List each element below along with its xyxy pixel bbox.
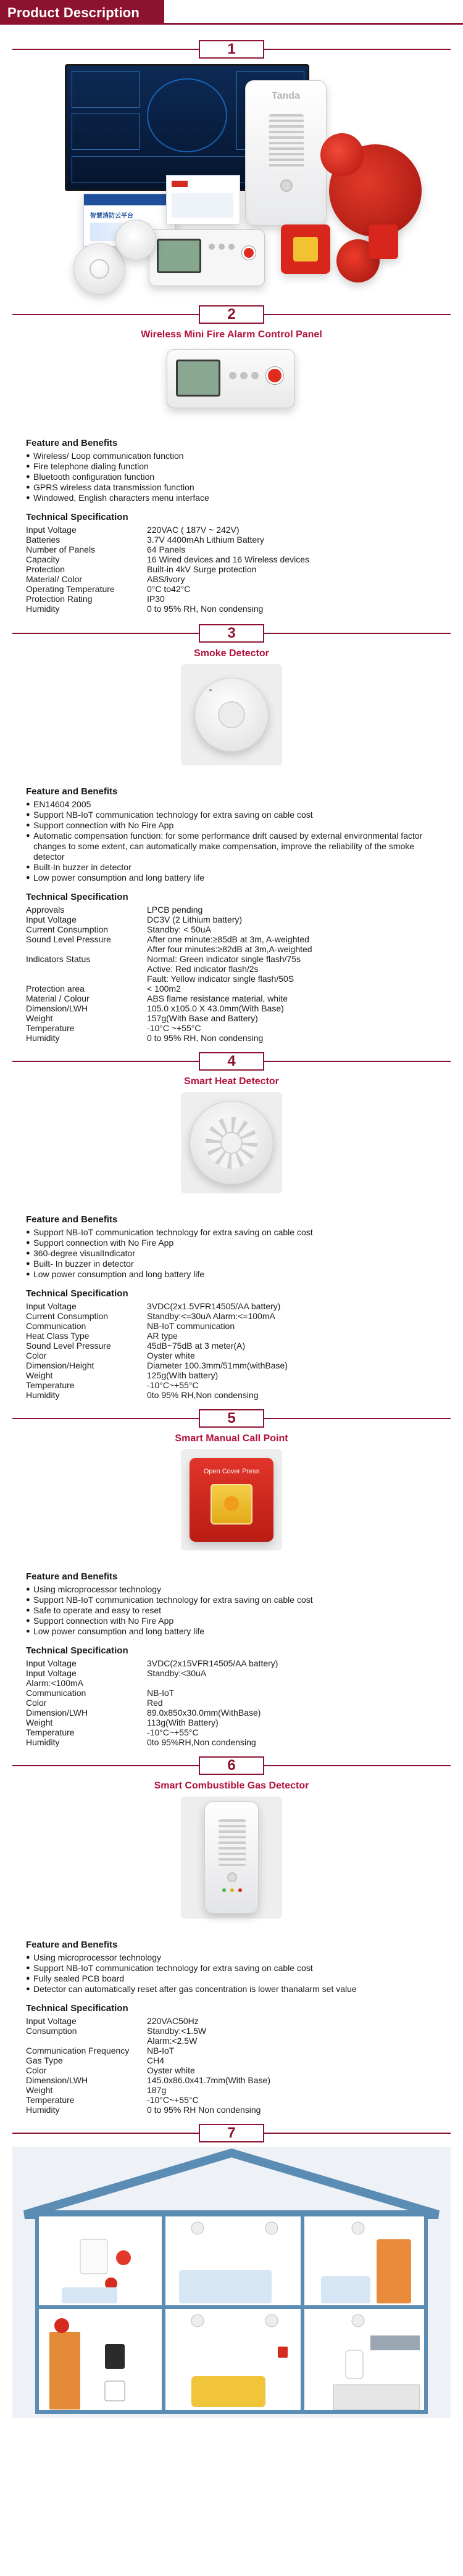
spec-row bbox=[26, 584, 309, 594]
spec-value: NB-IoT communication bbox=[147, 1321, 235, 1331]
spec-row bbox=[26, 1360, 288, 1370]
spec-label: Number of Panels bbox=[26, 545, 96, 554]
spec-row bbox=[26, 1678, 278, 1688]
spec-row bbox=[26, 1370, 288, 1380]
spec-row bbox=[26, 594, 309, 604]
spec-label: Consumption bbox=[26, 2026, 77, 2036]
spec-row bbox=[26, 2105, 270, 2115]
spec-row bbox=[26, 1390, 288, 1400]
section-divider-1 bbox=[0, 38, 463, 60]
spec-value: Oyster white bbox=[147, 1351, 195, 1360]
spec-value: 64 Panels bbox=[147, 545, 186, 554]
features-heading: Feature and Benefits bbox=[26, 438, 118, 448]
features-list bbox=[26, 1953, 438, 1994]
spec-label: Input Voltage bbox=[26, 2016, 77, 2026]
list-item: ● 360-degree visualIndicator bbox=[26, 1248, 438, 1259]
spec-value: After one minute:≥85dB at 3m, A-weighted After four minutes:≥82dB at 3m,A-weighted bbox=[147, 934, 312, 954]
spec-value: 220VAC ( 187V ~ 242V) bbox=[147, 525, 240, 535]
spec-value: 125g(With battery) bbox=[147, 1370, 219, 1380]
spec-row bbox=[26, 1727, 278, 1737]
smoke-detector-photo bbox=[181, 664, 282, 765]
spec-label: Heat Class Type bbox=[26, 1331, 90, 1341]
spec-label: Humidity bbox=[26, 1390, 60, 1400]
spec-row bbox=[26, 1341, 288, 1351]
spec-row bbox=[26, 2046, 270, 2055]
page-title: Product Description bbox=[0, 0, 164, 25]
spec-label: Sound Level Pressure bbox=[26, 1341, 111, 1351]
spec-label: Weight bbox=[26, 1370, 53, 1380]
spec-label: Temperature bbox=[26, 2095, 75, 2105]
spec-heading: Technical Specification bbox=[26, 892, 128, 902]
spec-value: 89.0x850x30.0mm(WithBase) bbox=[147, 1708, 261, 1718]
spec-row bbox=[26, 1708, 278, 1718]
control-panel-image bbox=[149, 229, 265, 286]
spec-value: -10°C ~+55°C bbox=[147, 1023, 201, 1033]
spec-row bbox=[26, 2095, 270, 2105]
gas-detector-photo bbox=[181, 1796, 282, 1919]
spec-heading: Technical Specification bbox=[26, 1645, 128, 1656]
spec-value: 105.0 x105.0 X 43.0mm(With Base) bbox=[147, 1003, 284, 1013]
spec-value: DC3V (2 Lithium battery) bbox=[147, 915, 243, 924]
product-title: Smart Manual Call Point bbox=[175, 1433, 288, 1444]
spec-row bbox=[26, 1737, 278, 1747]
spec-label: Current Consumption bbox=[26, 924, 109, 934]
spec-label: Capacity bbox=[26, 554, 60, 564]
spec-label: Dimension/LWH bbox=[26, 1003, 88, 1013]
call-point-photo bbox=[181, 1449, 282, 1550]
spec-row bbox=[26, 1033, 312, 1043]
list-item: ● Bluetooth configuration function bbox=[26, 472, 438, 482]
spec-row bbox=[26, 1380, 288, 1390]
heat-detector-image bbox=[115, 220, 156, 260]
spec-value: 157g(With Base and Battery) bbox=[147, 1013, 258, 1023]
spec-value: 45dB~75dB at 3 meter(A) bbox=[147, 1341, 246, 1351]
spec-label: Protection Rating bbox=[26, 594, 93, 604]
gas-detector-image bbox=[245, 80, 327, 226]
spec-row bbox=[26, 1351, 288, 1360]
brand-label: Tanda bbox=[272, 91, 300, 101]
spec-label: Humidity bbox=[26, 2105, 60, 2115]
spec-row bbox=[26, 2016, 270, 2026]
spec-value: 0to 95%RH,Non condensing bbox=[147, 1737, 256, 1747]
section-number: 1 bbox=[199, 40, 264, 59]
device-label: Open Cover Press bbox=[203, 1468, 260, 1475]
spec-label: Temperature bbox=[26, 1023, 75, 1033]
spec-row bbox=[26, 1311, 288, 1321]
spec-row bbox=[26, 574, 309, 584]
list-item: ● Using microprocessor technology bbox=[26, 1953, 438, 1963]
spec-label: Sound Level Pressure bbox=[26, 934, 111, 944]
list-item: ● Detector can automatically reset after gas concentration is lower thanalarm set value bbox=[26, 1984, 438, 1994]
spec-label: Protection area bbox=[26, 984, 85, 994]
spec-label: Material / Colour bbox=[26, 994, 90, 1003]
list-item: ● Low power consumption and long battery life bbox=[26, 873, 438, 883]
spec-label: Weight bbox=[26, 2085, 53, 2095]
features-list bbox=[26, 1584, 438, 1637]
features-list bbox=[26, 451, 438, 503]
spec-label: Temperature bbox=[26, 1727, 75, 1737]
spec-label: Batteries bbox=[26, 535, 60, 545]
spec-row bbox=[26, 525, 309, 535]
spec-label: Indicators Status bbox=[26, 954, 91, 964]
spec-value: 16 Wired devices and 16 Wireless devices bbox=[147, 554, 310, 564]
spec-label: Input Voltage bbox=[26, 1658, 77, 1668]
list-item: ● Safe to operate and easy to reset bbox=[26, 1605, 438, 1616]
list-item: ● Automatic compensation function: for some performance drift caused by external environmental factor changes to some extent, can automatically make compensation, improve the reliability of the smoke detector bbox=[26, 831, 438, 862]
list-item: ● Fire telephone dialing function bbox=[26, 461, 438, 472]
spec-label: Color bbox=[26, 2065, 47, 2075]
spec-label: Communication Frequency bbox=[26, 2046, 130, 2055]
spec-value: 0 to 95% RH Non condensing bbox=[147, 2105, 261, 2115]
features-list bbox=[26, 1227, 438, 1280]
spec-row bbox=[26, 1698, 278, 1708]
list-item: ● Low power consumption and long battery life bbox=[26, 1269, 438, 1280]
screen-title: 智慧消防云平台 bbox=[90, 213, 133, 220]
section-number: 3 bbox=[199, 624, 264, 643]
spec-value: 187g bbox=[147, 2085, 167, 2095]
spec-value: 113g(With Battery) bbox=[147, 1718, 219, 1727]
spec-value: IP30 bbox=[147, 594, 165, 604]
list-item: ● Low power consumption and long battery life bbox=[26, 1626, 438, 1637]
spec-row bbox=[26, 564, 309, 574]
spec-label: Input Voltage bbox=[26, 525, 77, 535]
spec-row bbox=[26, 554, 309, 564]
spec-row bbox=[26, 2075, 270, 2085]
app-card bbox=[166, 175, 240, 224]
spec-row bbox=[26, 1668, 278, 1678]
section-number: 4 bbox=[199, 1052, 264, 1071]
spec-value: AR type bbox=[147, 1331, 178, 1341]
spec-table bbox=[26, 1658, 278, 1747]
spec-row bbox=[26, 545, 309, 554]
list-item: ● EN14604 2005 bbox=[26, 799, 438, 810]
spec-row bbox=[26, 1301, 288, 1311]
spec-value: Built-in 4kV Surge protection bbox=[147, 564, 257, 574]
section-number: 6 bbox=[199, 1756, 264, 1775]
spec-label: Gas Type bbox=[26, 2055, 63, 2065]
spec-row bbox=[26, 1023, 312, 1033]
product-title: Smoke Detector bbox=[194, 648, 269, 659]
spec-label: Communication bbox=[26, 1688, 86, 1698]
list-item: ● Support connection with No Fire App bbox=[26, 1616, 438, 1626]
house-illustration bbox=[0, 2147, 463, 2418]
features-heading: Feature and Benefits bbox=[26, 1571, 118, 1582]
spec-label: Approvals bbox=[26, 905, 65, 915]
section-divider-5 bbox=[0, 1407, 463, 1430]
spec-row bbox=[26, 1688, 278, 1698]
spec-row bbox=[26, 1003, 312, 1013]
list-item: ● Support NB-IoT communication technology for extra saving on cable cost bbox=[26, 810, 438, 820]
spec-value: 3.7V 4400mAh Lithium Battery bbox=[147, 535, 264, 545]
spec-value: Red bbox=[147, 1698, 163, 1708]
spec-value: Standby: < 50uA bbox=[147, 924, 211, 934]
list-item: ● Fully sealed PCB board bbox=[26, 1973, 438, 1984]
spec-table bbox=[26, 525, 309, 614]
section-divider-7 bbox=[0, 2122, 463, 2144]
spec-label: Alarm:<100mA bbox=[26, 1678, 83, 1688]
spec-value: -10°C~+55°C bbox=[147, 1380, 199, 1390]
spec-value: Standby:<1.5W Alarm:<2.5W bbox=[147, 2026, 207, 2046]
spec-value: 3VDC(2x15VFR14505/AA battery) bbox=[147, 1658, 278, 1668]
features-heading: Feature and Benefits bbox=[26, 1214, 118, 1225]
spec-label: Humidity bbox=[26, 1737, 60, 1747]
spec-label: Material/ Color bbox=[26, 574, 83, 584]
spec-row bbox=[26, 604, 309, 614]
section-divider-4 bbox=[0, 1050, 463, 1072]
spec-value: ABS/ivory bbox=[147, 574, 185, 584]
product-collage bbox=[28, 64, 435, 297]
list-item: ● Support NB-IoT communication technology for extra saving on cable cost bbox=[26, 1595, 438, 1605]
spec-value: 0°C to42°C bbox=[147, 584, 191, 594]
spec-row bbox=[26, 1331, 288, 1341]
product-title: Smart Combustible Gas Detector bbox=[154, 1780, 309, 1791]
product-title: Wireless Mini Fire Alarm Control Panel bbox=[141, 329, 322, 340]
spec-row bbox=[26, 924, 312, 934]
spec-value: 0 to 95% RH, Non condensing bbox=[147, 604, 264, 614]
spec-row bbox=[26, 915, 312, 924]
spec-value: Normal: Green indicator single flash/75s Active: Red indicator flash/2s Fault: Yellow indicator single flash/50S bbox=[147, 954, 301, 984]
spec-label: Dimension/LWH bbox=[26, 1708, 88, 1718]
spec-row bbox=[26, 934, 312, 954]
spec-value: NB-IoT bbox=[147, 2046, 175, 2055]
spec-value: -10°C~+55°C bbox=[147, 2095, 199, 2105]
list-item: ● Windowed, English characters menu interface bbox=[26, 493, 438, 503]
spec-heading: Technical Specification bbox=[26, 2003, 128, 2014]
spec-label: Weight bbox=[26, 1013, 53, 1023]
spec-row bbox=[26, 1321, 288, 1331]
spec-value: 145.0x86.0x41.7mm(With Base) bbox=[147, 2075, 270, 2085]
spec-label: Humidity bbox=[26, 604, 60, 614]
spec-value bbox=[147, 1678, 278, 1688]
spec-label: Temperature bbox=[26, 1380, 75, 1390]
section-number: 5 bbox=[199, 1409, 264, 1428]
spec-value: Oyster white bbox=[147, 2065, 195, 2075]
spec-value: NB-IoT bbox=[147, 1688, 175, 1698]
spec-row bbox=[26, 2055, 270, 2065]
spec-table bbox=[26, 1301, 288, 1400]
spec-label: Input Voltage bbox=[26, 1668, 77, 1678]
spec-table bbox=[26, 2016, 270, 2115]
features-heading: Feature and Benefits bbox=[26, 786, 118, 797]
spec-label: Dimension/LWH bbox=[26, 2075, 88, 2085]
list-item: ● Support connection with No Fire App bbox=[26, 1238, 438, 1248]
spec-value: 3VDC(2x1.5VFR14505/AA battery) bbox=[147, 1301, 281, 1311]
call-point-image bbox=[281, 224, 330, 274]
spec-row bbox=[26, 535, 309, 545]
house-diagram bbox=[12, 2147, 451, 2418]
control-panel-photo bbox=[167, 345, 296, 411]
spec-row bbox=[26, 2085, 270, 2095]
section-divider-3 bbox=[0, 622, 463, 644]
section-number: 2 bbox=[199, 305, 264, 324]
spec-value: 0to 95% RH,Non condensing bbox=[147, 1390, 259, 1400]
spec-label: Input Voltage bbox=[26, 1301, 77, 1311]
spec-value: CH4 bbox=[147, 2055, 165, 2065]
spec-row bbox=[26, 905, 312, 915]
features-heading: Feature and Benefits bbox=[26, 1940, 118, 1950]
spec-label: Protection bbox=[26, 564, 65, 574]
spec-value: < 100m2 bbox=[147, 984, 181, 994]
spec-value: Standby:<=30uA Alarm:<=100mA bbox=[147, 1311, 275, 1321]
small-device-image bbox=[369, 224, 398, 259]
header-banner bbox=[0, 0, 463, 25]
spec-row bbox=[26, 2026, 270, 2046]
spec-value: Standby:<30uA bbox=[147, 1668, 207, 1678]
spec-value: LPCB pending bbox=[147, 905, 203, 915]
spec-heading: Technical Specification bbox=[26, 512, 128, 522]
list-item: ● Built- In buzzer in detector bbox=[26, 1259, 438, 1269]
features-list bbox=[26, 799, 438, 883]
spec-label: Color bbox=[26, 1351, 47, 1360]
spec-value: ABS flame resistance material, white bbox=[147, 994, 288, 1003]
list-item: ● Wireless/ Loop communication function bbox=[26, 451, 438, 461]
spec-label: Current Consumption bbox=[26, 1311, 109, 1321]
spec-value: -10°C~+55°C bbox=[147, 1727, 199, 1737]
spec-label: Dimension/Height bbox=[26, 1360, 94, 1370]
spec-label: Communication bbox=[26, 1321, 86, 1331]
spec-label: Color bbox=[26, 1698, 47, 1708]
spec-row bbox=[26, 954, 312, 984]
product-title: Smart Heat Detector bbox=[184, 1076, 279, 1087]
spec-table bbox=[26, 905, 312, 1043]
spec-value: Diameter 100.3mm/51mm(withBase) bbox=[147, 1360, 288, 1370]
spec-row bbox=[26, 994, 312, 1003]
spec-row bbox=[26, 1013, 312, 1023]
list-item: ● Support connection with No Fire App bbox=[26, 820, 438, 831]
section-divider-2 bbox=[0, 303, 463, 326]
spec-value: 220VAC50Hz bbox=[147, 2016, 199, 2026]
heat-detector-photo bbox=[181, 1092, 282, 1193]
spec-heading: Technical Specification bbox=[26, 1288, 128, 1299]
list-item: ● Built-In buzzer in detector bbox=[26, 862, 438, 873]
spec-row bbox=[26, 1718, 278, 1727]
list-item: ● Support NB-IoT communication technology for extra saving on cable cost bbox=[26, 1963, 438, 1973]
section-divider-6 bbox=[0, 1755, 463, 1777]
list-item: ● Support NB-IoT communication technology for extra saving on cable cost bbox=[26, 1227, 438, 1238]
spec-value: 0 to 95% RH, Non condensing bbox=[147, 1033, 264, 1043]
spec-row bbox=[26, 984, 312, 994]
spec-label: Weight bbox=[26, 1718, 53, 1727]
spec-label: Humidity bbox=[26, 1033, 60, 1043]
section-number: 7 bbox=[199, 2124, 264, 2142]
spec-row bbox=[26, 1658, 278, 1668]
list-item: ● Using microprocessor technology bbox=[26, 1584, 438, 1595]
spec-label: Operating Temperature bbox=[26, 584, 115, 594]
spec-label: Input Voltage bbox=[26, 915, 77, 924]
spec-row bbox=[26, 2065, 270, 2075]
list-item: ● GPRS wireless data transmission function bbox=[26, 482, 438, 493]
